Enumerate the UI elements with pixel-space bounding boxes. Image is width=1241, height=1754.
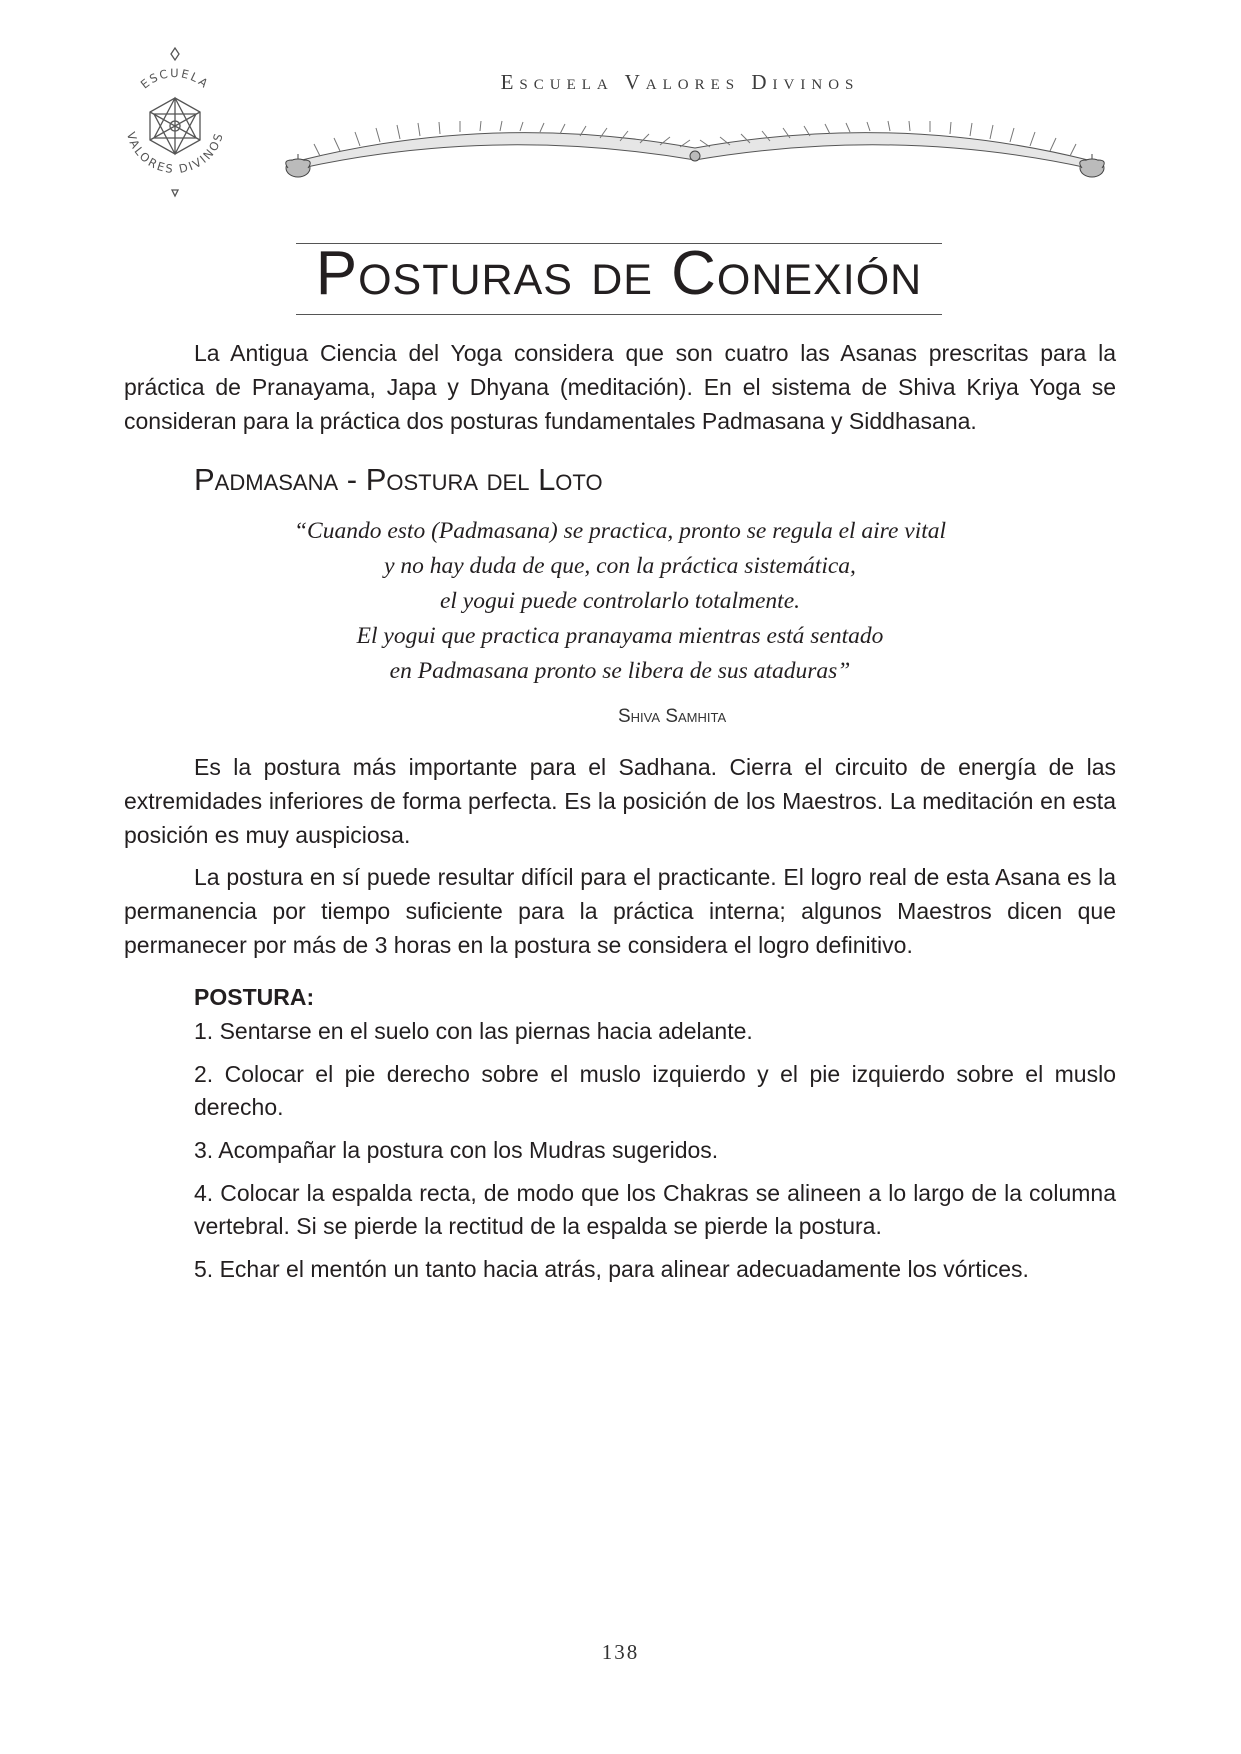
logo-text-bottom: VALORES DIVINOS (123, 130, 227, 177)
quote-line: El yogui que practica pranayama mientras está sentado (356, 623, 884, 649)
step-item: 2. Colocar el pie derecho sobre el muslo izquierdo y el pie izquierdo sobre el muslo derecho. (194, 1061, 1116, 1120)
quote-line: el yogui puede controlarlo totalmente. (439, 588, 801, 614)
quote-line: “Cuando esto (Padmasana) se practica, pronto se regula el aire vital (293, 518, 947, 544)
page-title: Posturas de Conexión (315, 239, 923, 308)
svg-text:ESCUELA (138, 66, 212, 92)
step-item: 3. Acompañar la postura con los Mudras sugeridos. (194, 1137, 719, 1163)
header-title: Escuela Valores Divinos (500, 70, 860, 94)
school-logo (112, 40, 238, 200)
intro-paragraph: La Antigua Ciencia del Yoga considera que son cuatro las Asanas prescritas para la práctica de Pranayama, Japa y Dhyana (meditación). En el sistema de Shiva Kriya Yoga se consideran para la práctica dos posturas fundamentales Padmasana y Siddhasana. (124, 340, 1116, 434)
step-item: 5. Echar el mentón un tanto hacia atrás, para alinear adecuadamente los vórtices. (194, 1256, 1029, 1282)
body-paragraph: Es la postura más importante para el Sadhana. Cierra el circuito de energía de las extremidades inferiores de forma perfecta. Es la posición de los Maestros. La meditación en esta posición es muy auspiciosa. (124, 754, 1116, 848)
quote-line: en Padmasana pronto se libera de sus ataduras” (389, 658, 851, 684)
body-paragraph: La postura en sí puede resultar difícil para el practicante. El logro real de esta Asana es la permanencia por tiempo suficiente para la práctica interna; algunos Maestros dicen que permanecer por más de 3 horas en la postura se considera el logro definitivo. (124, 864, 1116, 958)
steps-label: POSTURA: (194, 984, 315, 1010)
logo-text-top: ESCUELA (137, 65, 213, 92)
garland-ornament (280, 120, 1110, 190)
steps-list (194, 1015, 1116, 1296)
page-title-box (296, 239, 942, 315)
quote-source: Shiva Samhita (618, 706, 727, 727)
step-item: 1. Sentarse en el suelo con las piernas hacia adelante. (194, 1018, 753, 1044)
section-heading: Padmasana - Postura del Loto (194, 462, 603, 497)
quote-line: y no hay duda de que, con la práctica sistemática, (384, 553, 856, 579)
quote-block (124, 514, 1116, 689)
page-number: 138 (601, 1640, 640, 1664)
step-item: 4. Colocar la espalda recta, de modo que los Chakras se alineen a lo largo de la columna vertebral. Si se pierde la rectitud de la espalda se pierde la postura. (194, 1180, 1116, 1239)
